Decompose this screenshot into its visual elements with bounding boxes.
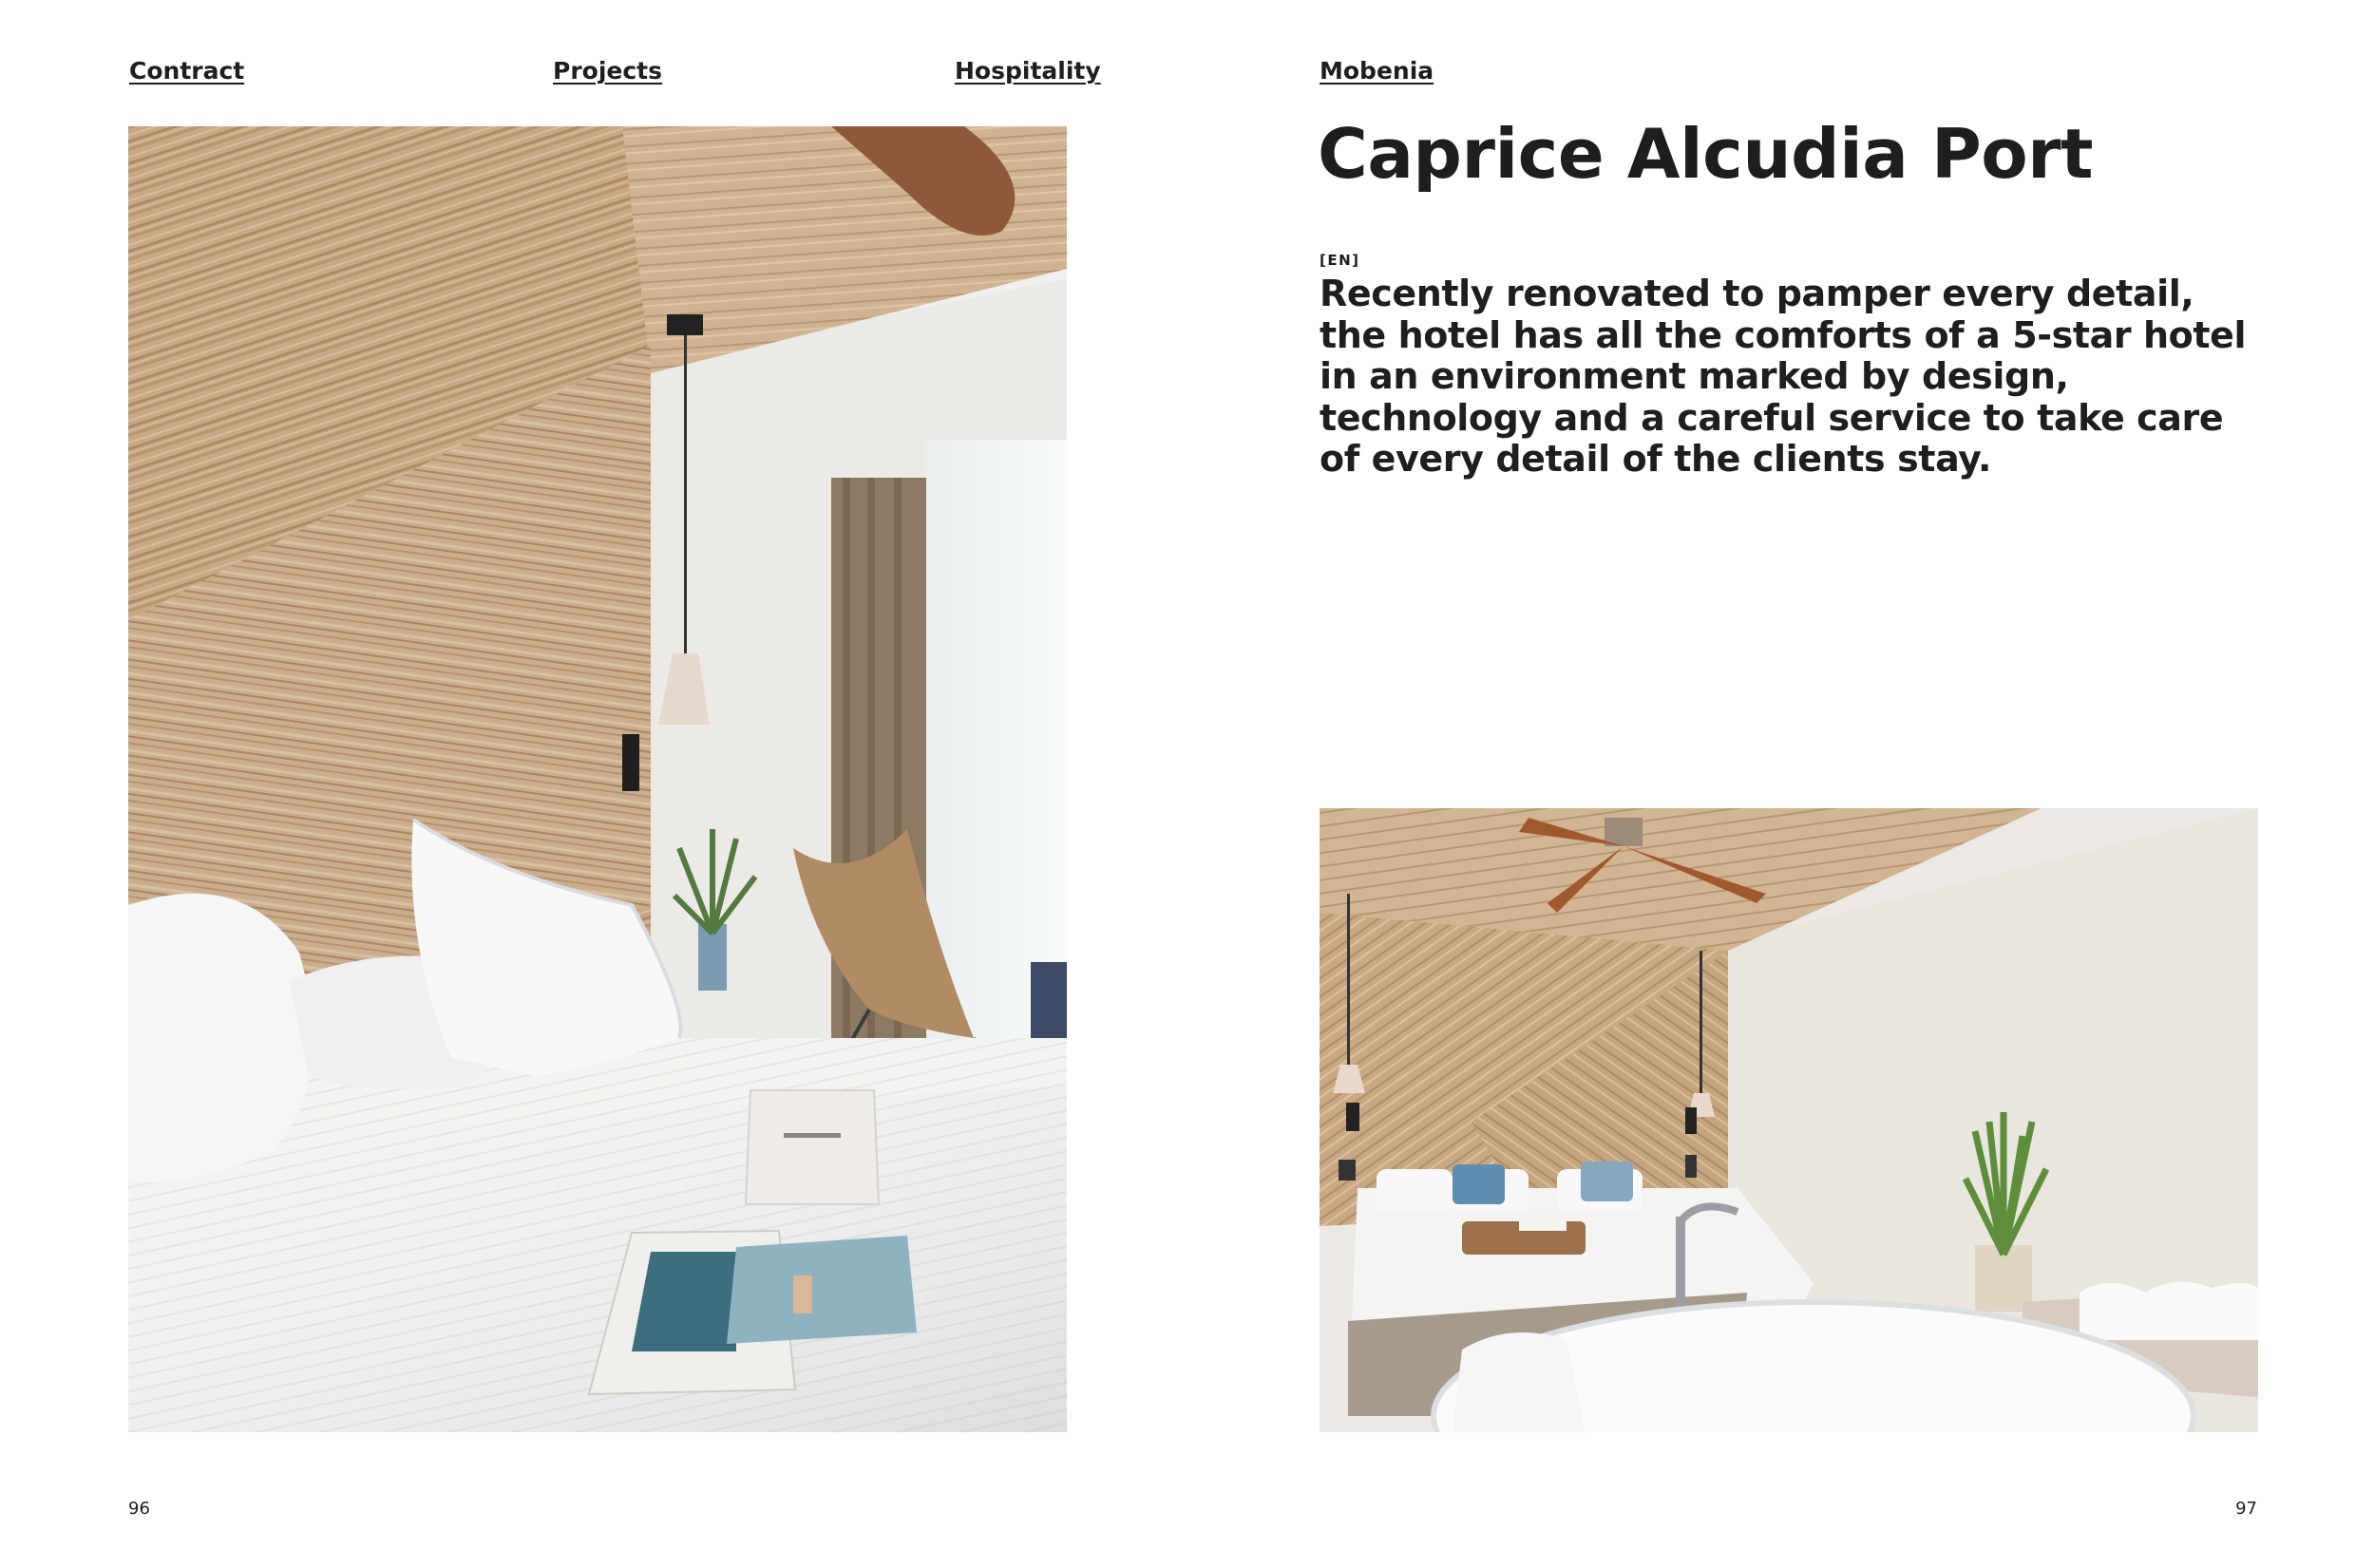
page-number-left: 96 (128, 1499, 150, 1519)
nav-link-contract[interactable]: Contract (129, 57, 245, 85)
hotel-bedroom-photo (128, 126, 1067, 1432)
hotel-suite-photo (1320, 808, 2258, 1432)
language-tag: [EN] (1320, 252, 1360, 269)
nav-link-mobenia[interactable]: Mobenia (1320, 57, 1434, 85)
page-title: Caprice Alcudia Port (1318, 114, 2094, 194)
nav-link-projects[interactable]: Projects (553, 57, 663, 85)
page-number-right: 97 (2235, 1499, 2257, 1519)
nav-link-hospitality[interactable]: Hospitality (955, 57, 1101, 85)
project-description: Recently renovated to pamper every detail, the hotel has all the comforts of a 5-star hotel in an environment marked by design, technology and a careful service to take care of every detail of the clients stay. (1320, 273, 2247, 480)
